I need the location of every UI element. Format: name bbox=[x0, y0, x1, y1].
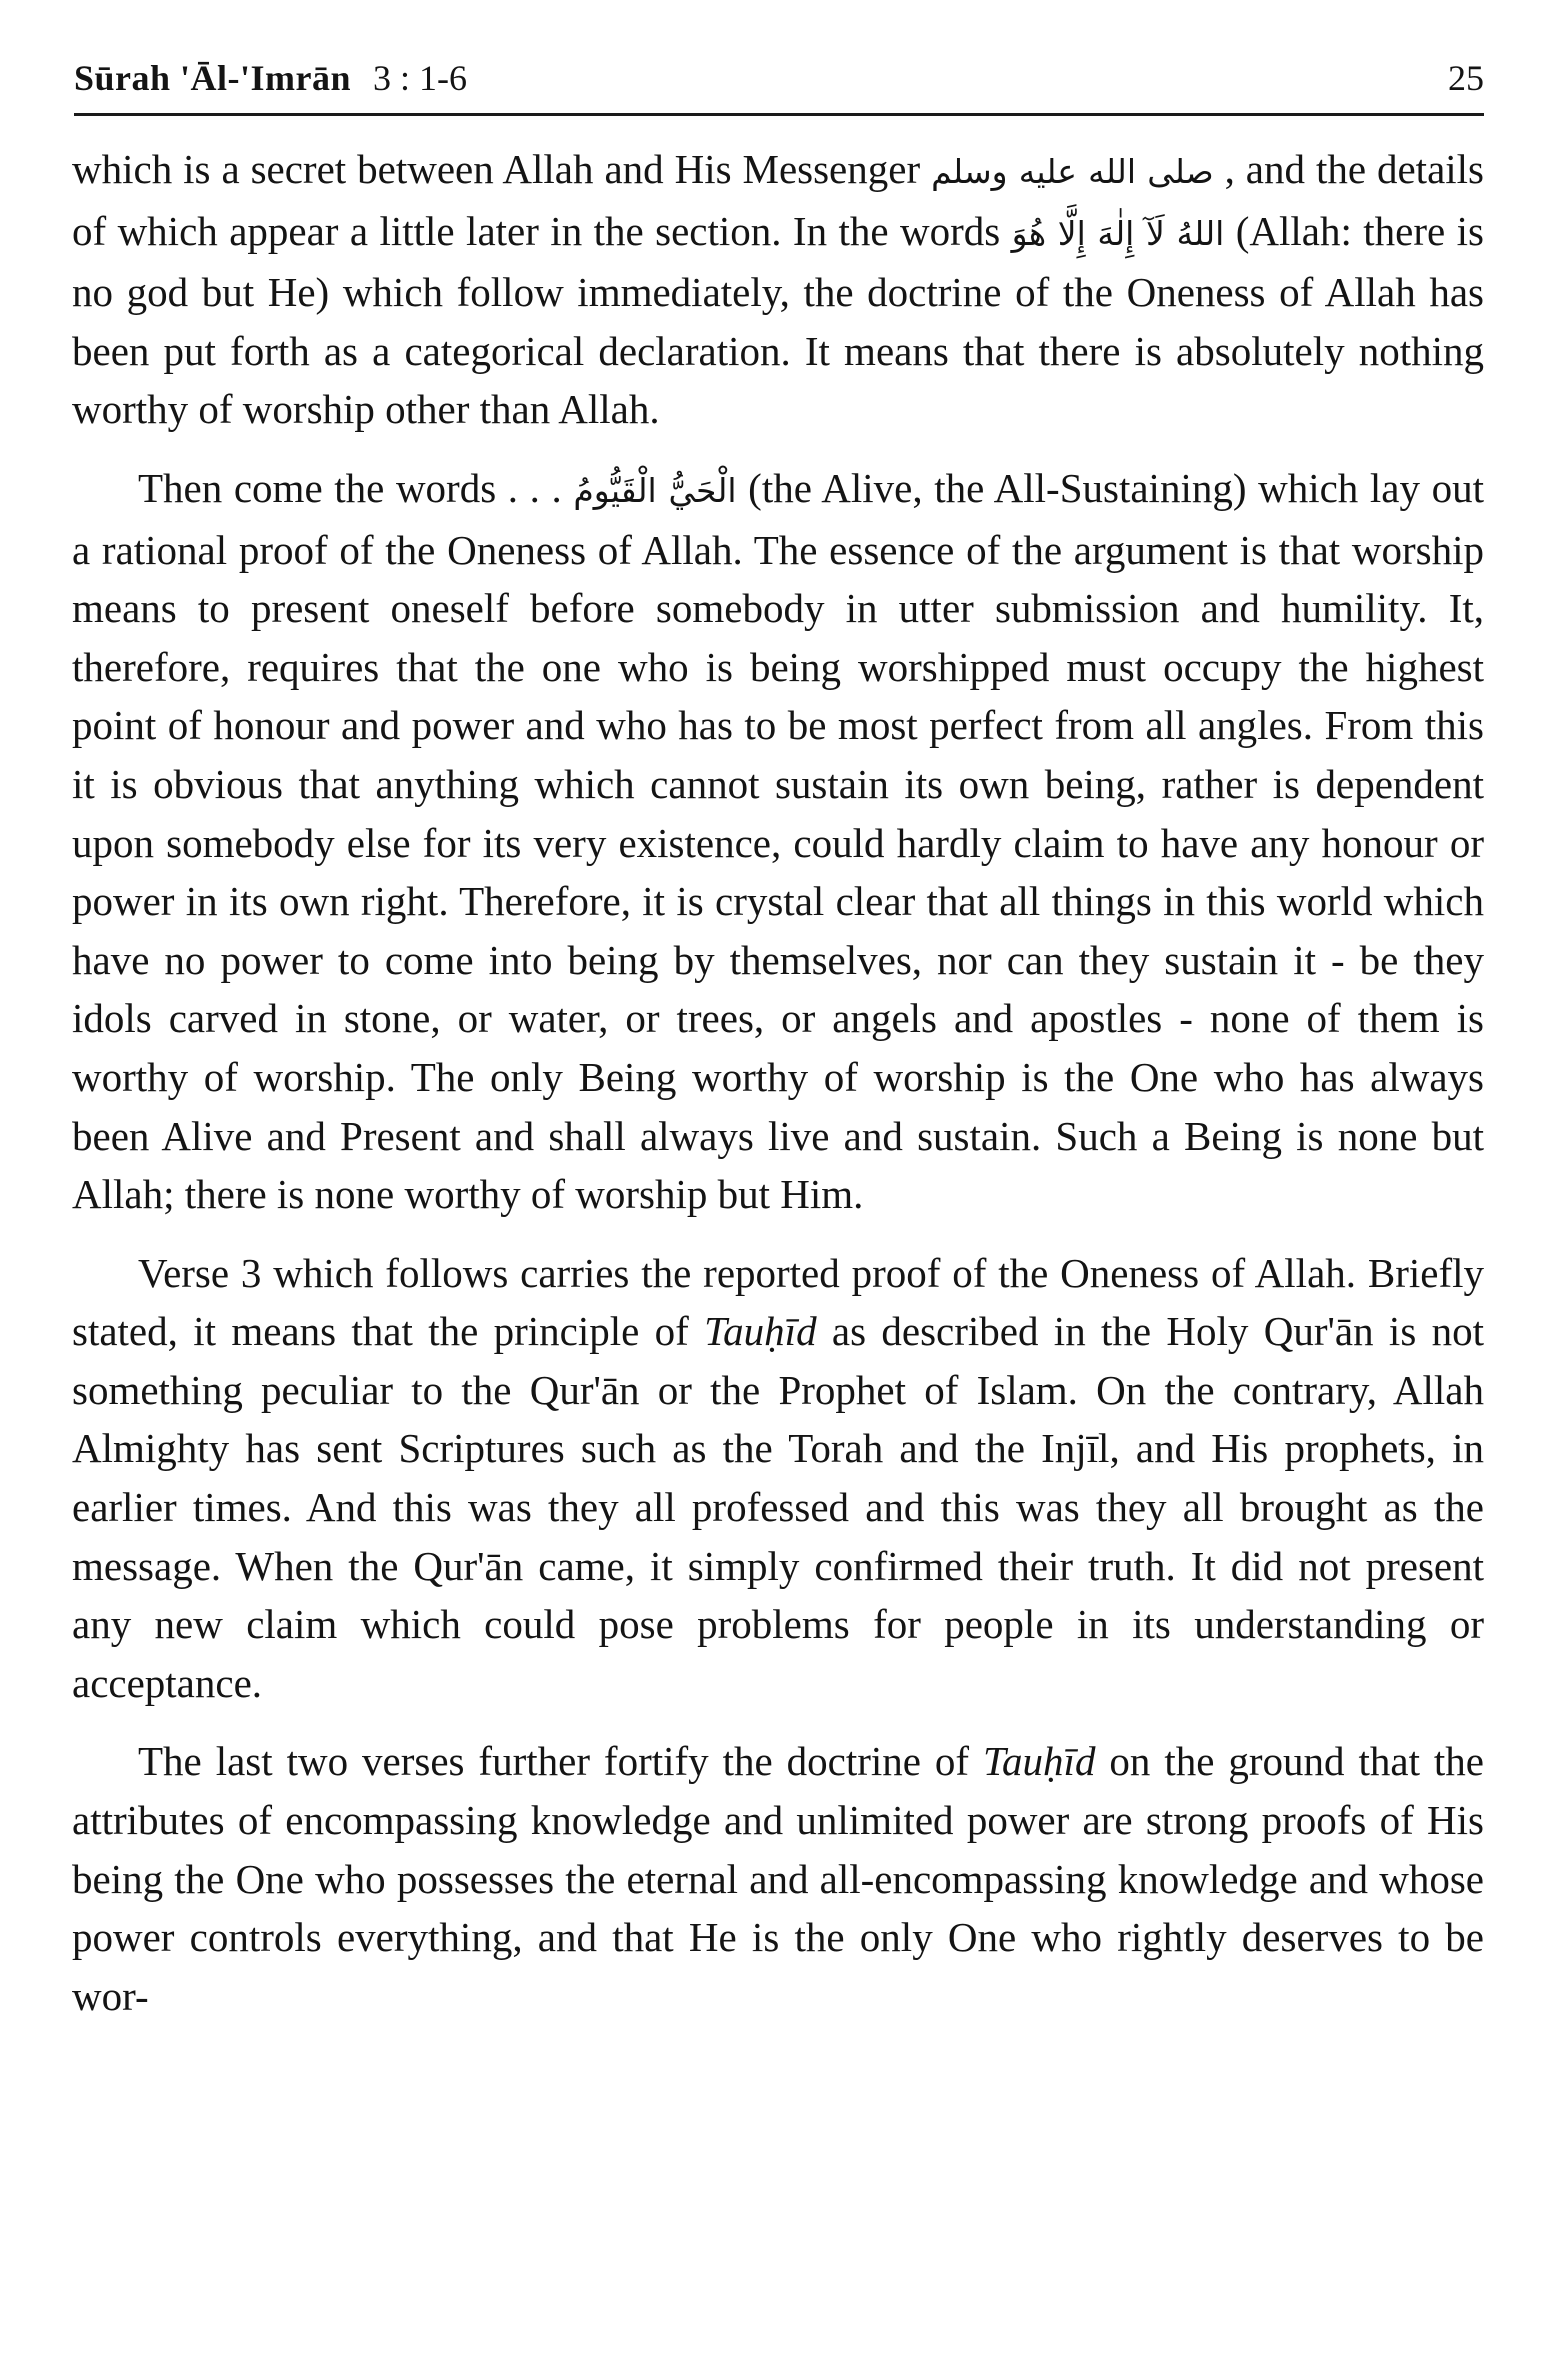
text-run: (Allah: there is no god but He) which follow immediately, the doctrine of the Oneness of Allah has been put forth as a categorical declaration. It means that there is absolutely nothing worthy of worship other than Allah. bbox=[72, 207, 1484, 433]
running-header bbox=[74, 40, 1484, 116]
text-run: which is a secret between Allah and His Messenger bbox=[72, 146, 932, 192]
arabic-phrase: الْحَيُّ الْقَيُّومُ bbox=[573, 470, 737, 510]
text-run: , and the details of which appear a little later in the section. In the words bbox=[72, 146, 1485, 254]
page-number: 25 bbox=[1448, 58, 1484, 98]
verse-reference: 3 : 1-6 bbox=[373, 58, 468, 98]
text-run: Then come the words . . . bbox=[138, 464, 574, 511]
surah-title: Sūrah 'Āl-'Imrān bbox=[74, 58, 352, 98]
italic-term: Tauḥīd bbox=[983, 1738, 1096, 1785]
header-left bbox=[74, 57, 467, 99]
body-text bbox=[72, 140, 1484, 2025]
italic-term: Tauḥīd bbox=[704, 1308, 817, 1355]
text-run: as described in the Holy Qur'ān is not something peculiar to the Qur'ān or the Prophet of Islam. On the contrary, Allah Almighty has sent Scriptures such as the Torah and the Injīl, and His prophets, in earlier times. And this was they all professed and this was they all brought as the message. When the Qur'ān came, it simply confirmed their truth. It did not present any new claim which could pose problems for people in its understanding or acceptance. bbox=[72, 1308, 1484, 1706]
paragraph bbox=[72, 459, 1484, 1224]
text-run: The last two verses further fortify the doctrine of bbox=[138, 1738, 984, 1785]
arabic-phrase: اللهُ لَآ إِلٰهَ إِلَّا هُوَ bbox=[1011, 213, 1225, 253]
paragraph bbox=[72, 1732, 1484, 2025]
arabic-phrase: صلى الله عليه وسلم bbox=[931, 152, 1214, 191]
paragraph bbox=[72, 1244, 1484, 1713]
text-run: (the Alive, the All-Sustaining) which lay out a rational proof of the Oneness of Allah. The essence of the argument is that worship means to present oneself before somebody in utter submission and humility. It, therefore, requires that the one who is being worshipped must occupy the highest point of honour and power and who has to be most perfect from all angles. From this it is obvious that anything which cannot sustain its own being, rather is dependent upon somebody else for its very existence, could hardly claim to have any honour or power in its own right. Therefore, it is crystal clear that all things in this world which have no power to come into being by themselves, nor can they sustain it - be they idols carved in stone, or water, or trees, or angels and apostles - none of them is worthy of worship. The only Being worthy of worship is the One who has always been Alive and Present and shall always live and sustain. Such a Being is none but Allah; there is none worthy of worship but Him. bbox=[72, 464, 1484, 1218]
text-run: on the ground that the attributes of encompassing knowledge and unlimited power are strong proofs of His being the One who possesses the eternal and all-encompassing knowledge and whose power controls everything, and that He is the only One who rightly deserves to be wor- bbox=[72, 1738, 1484, 2019]
paragraph bbox=[72, 140, 1484, 439]
text-run: Verse 3 which follows carries the reported proof of the Oneness of Allah. Briefly stated, it means that the principle of bbox=[72, 1249, 1484, 1355]
